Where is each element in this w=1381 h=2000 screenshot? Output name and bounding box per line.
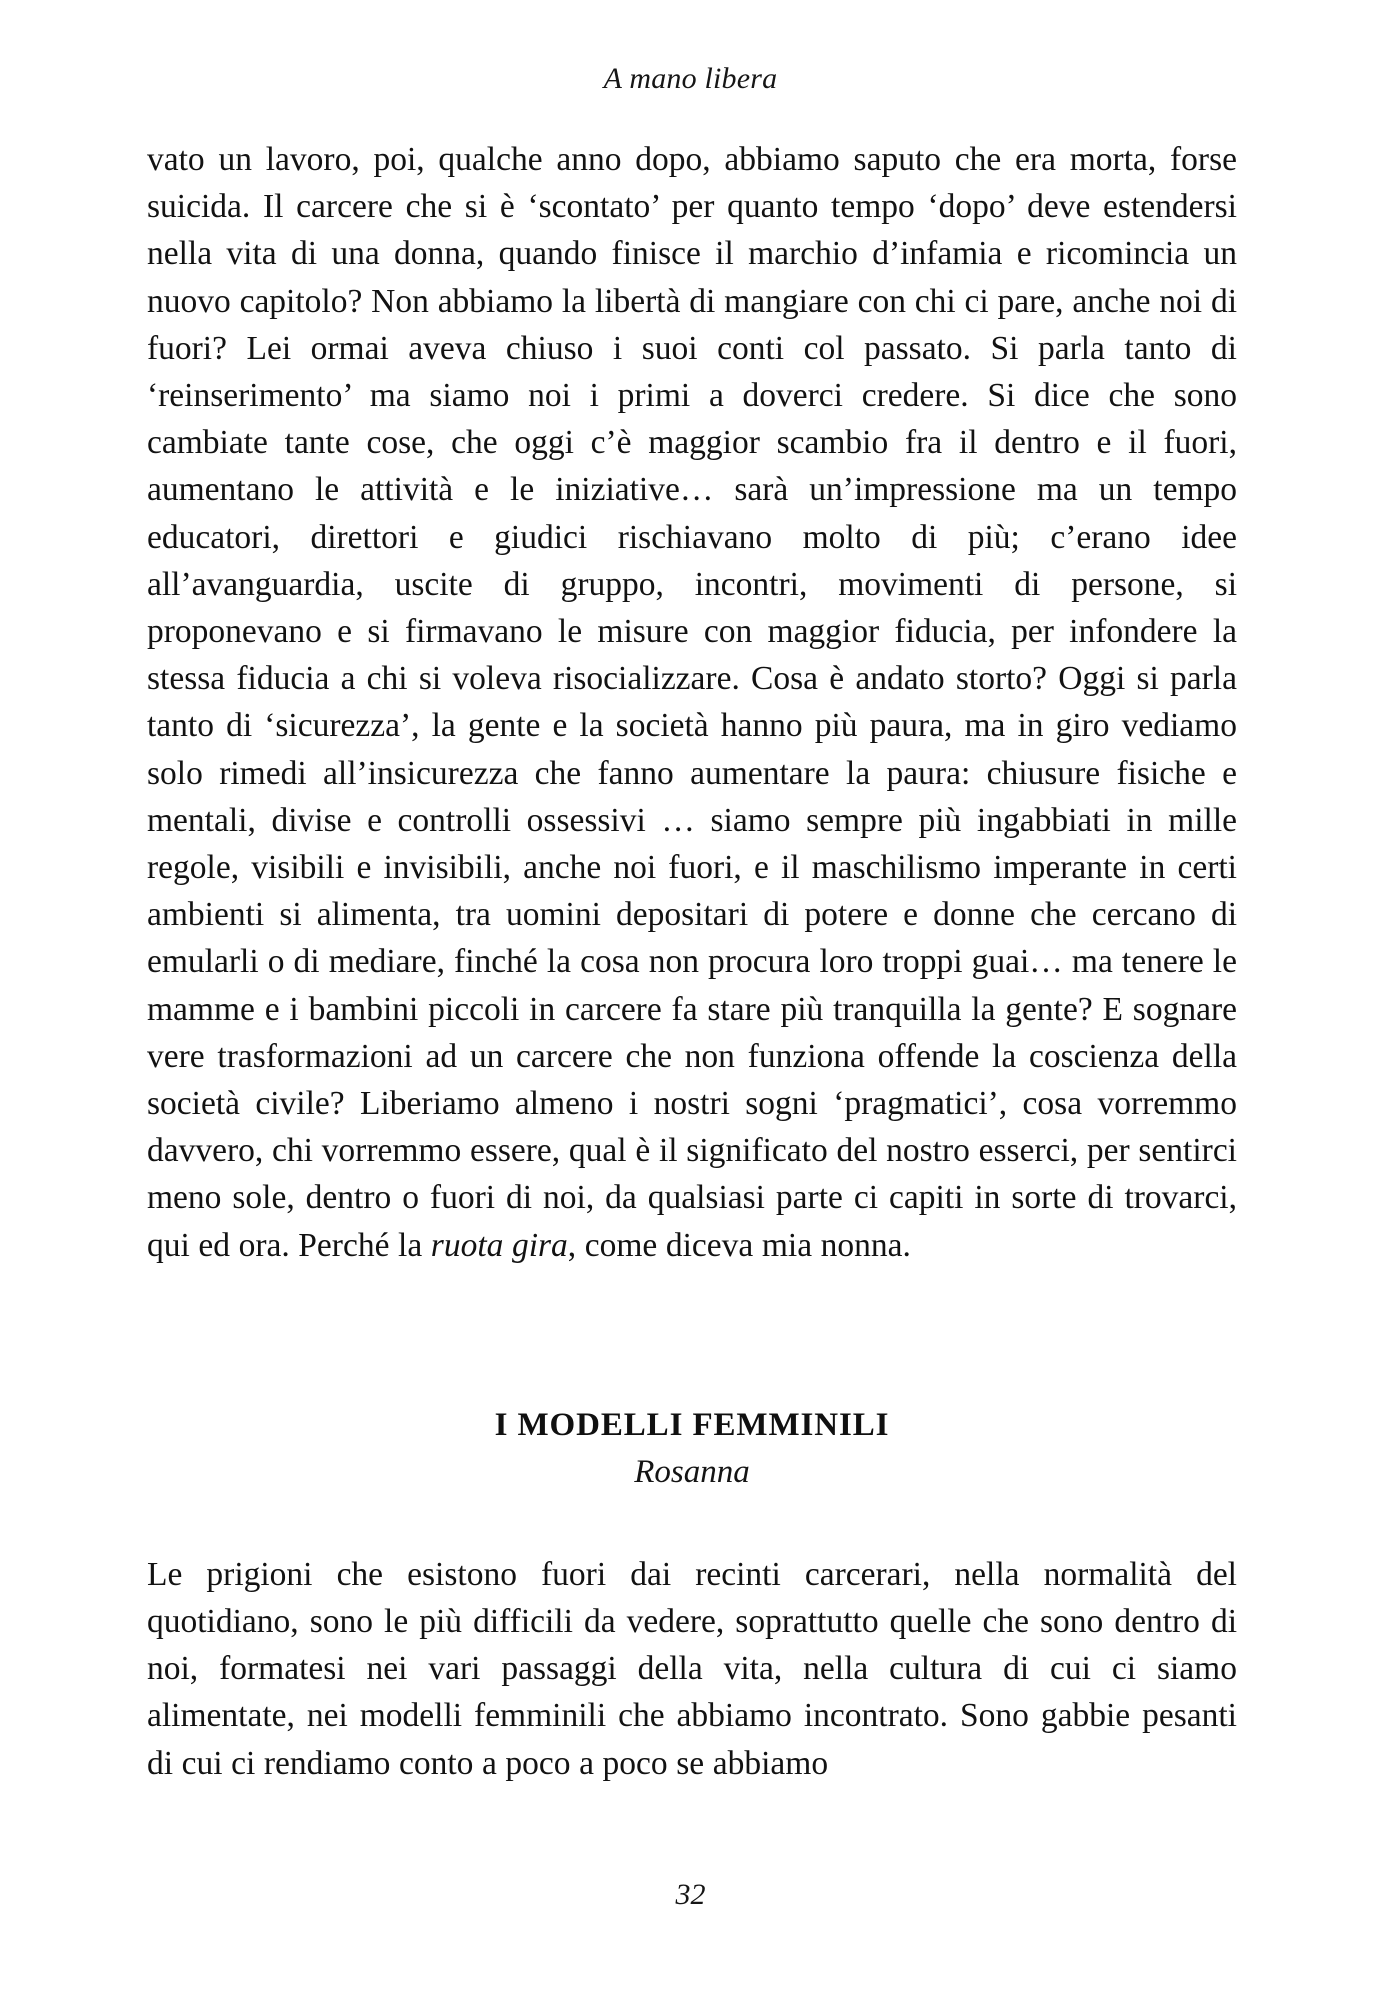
section-heading-block [147, 1403, 1237, 1495]
paragraph-continued [147, 136, 1237, 1269]
page-number: 32 [675, 1878, 706, 1911]
running-header: A mano libera [603, 62, 778, 95]
section-title: I MODELLI FEMMINILI [494, 1406, 890, 1443]
paragraph-continued-text-end: , come diceva mia nonna. [567, 1226, 911, 1264]
text-column [147, 136, 1237, 1787]
section-byline: Rosanna [634, 1453, 750, 1490]
paragraph-section-opening: Le prigioni che esistono fuori dai recinti carcerari, nella normalità del quotidiano, sono le più difficili da vedere, soprattutto quelle che sono dentro di noi, formatesi nei vari passaggi della vita, nella cultura di cui ci siamo alimentate, nei modelli femminili che abbiamo incontrato. Sono gabbie pesanti di cui ci rendiamo conto a poco a poco se abbiamo [147, 1555, 1237, 1782]
paragraph-continued-text-start: vato un lavoro, poi, qualche anno dopo, abbiamo saputo che era morta, forse suicida. Il carcere che si è ‘scontato’ per quanto tempo ‘dopo’ deve estendersi nella vita di una donna, quando finisce il marchio d’infamia e ricomincia un nuovo capitolo? Non abbiamo la libertà di mangiare con chi ci pare, anche noi di fuori? Lei ormai aveva chiuso i suoi conti col passato. Si parla tanto di ‘reinserimento’ ma siamo noi i primi a doverci credere. Si dice che sono cambiate tante cose, che oggi c’è maggior scambio fra il dentro e il fuori, aumentano le attività e le iniziative… sarà un’impressione ma un tempo educatori, direttori e giudici rischiavano molto di più; c’erano idee all’avanguardia, uscite di gruppo, incontri, movimenti di persone, si proponevano e si firmavano le misure con maggior fiducia, per infondere la stessa fiducia a chi si voleva risocializzare. Cosa è andato storto? Oggi si parla tanto di ‘sicurezza’, la gente e la società hanno più paura, ma in giro vediamo solo rimedi all’insicurezza che fanno aumentare la paura: chiusure fisiche e mentali, divise e controlli ossessivi … siamo sempre più ingabbiati in mille regole, visibili e invisibili, anche noi fuori, e il maschilismo imperante in certi ambienti si alimenta, tra uomini depositari di potere e donne che cercano di emularli o di mediare, finché la cosa non procura loro troppi guai… ma tenere le mamme e i bambini piccoli in carcere fa stare più tranquilla la gente? E sognare vere trasformazioni ad un carcere che non funziona offende la coscienza della società civile? Liberiamo almeno i nostri sogni ‘pragmatici’, cosa vorremmo davvero, chi vorremmo essere, qual è il significato del nostro esserci, per sentirci meno sole, dentro o fuori di noi, da qualsiasi parte ci capiti in sorte di trovarci, qui ed ora. Perché la [147, 141, 1237, 1264]
emphasis-ruota-gira: ruota gira [430, 1226, 568, 1264]
